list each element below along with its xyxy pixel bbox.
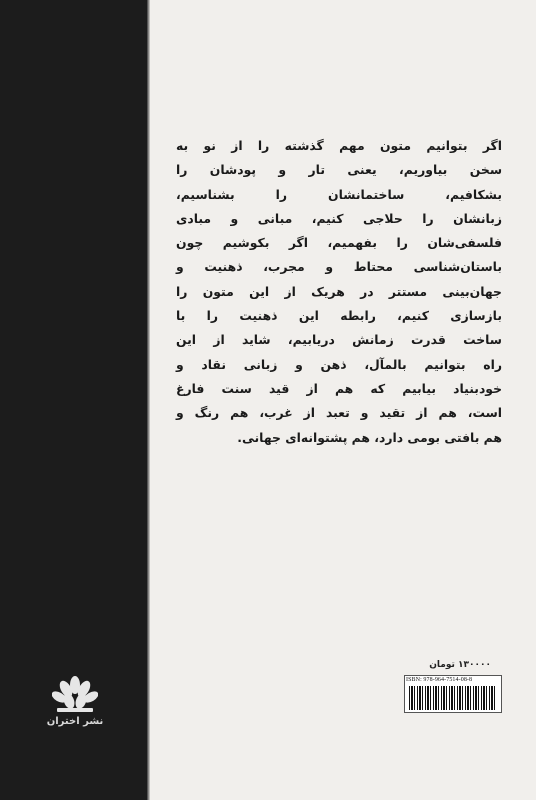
cover-blurb — [176, 134, 502, 450]
blurb-line: سخن بیاوریم، یعنی تار و پودشان را — [176, 162, 502, 178]
price-label: ۱۳۰۰۰۰ تومان — [429, 660, 491, 670]
publisher-logo-icon — [52, 675, 98, 713]
blurb-line: اگر بتوانیم متون مهم گذشته را از نو به — [176, 138, 502, 153]
publisher-name: نشر اختران — [46, 716, 104, 727]
blurb-line: خودبنیاد بیابیم که هم از قید سنت فارغ — [176, 380, 502, 396]
blurb-line: راه بتوانیم بالمآل، ذهن و زبانی نقاد و — [176, 356, 502, 372]
blurb-line: است، هم از تقید و تعبد از غرب، هم رنگ و — [176, 405, 502, 421]
blurb-line: هم بافتی بومی دارد، هم پشتوانه‌ای جهانی. — [237, 429, 502, 445]
blurb-line: زبانشان را حلاجی کنیم، مبانی و مبادی — [176, 210, 502, 226]
blurb-line: جهان‌بینی مستتر در هریک از این متون را — [176, 283, 502, 299]
blurb-line: فلسفی‌شان را بفهمیم، اگر بکوشیم چون — [176, 235, 502, 251]
isbn-text: ISBN: 978-964-7514-08-8 — [406, 677, 473, 683]
blurb-line: ساخت قدرت زمانش دریابیم، شاید از این — [176, 332, 502, 348]
blurb-line: بشکافیم، ساختمانشان را بشناسیم، — [176, 186, 502, 202]
blurb-line: باستان‌شناسی محتاط و مجرب، ذهنیت و — [176, 259, 502, 275]
isbn-barcode — [404, 675, 502, 713]
spine-edge-shadow — [147, 0, 150, 800]
barcode-bars — [409, 686, 497, 710]
blurb-line: بازسازی کنیم، رابطه این ذهنیت را با — [176, 308, 502, 324]
